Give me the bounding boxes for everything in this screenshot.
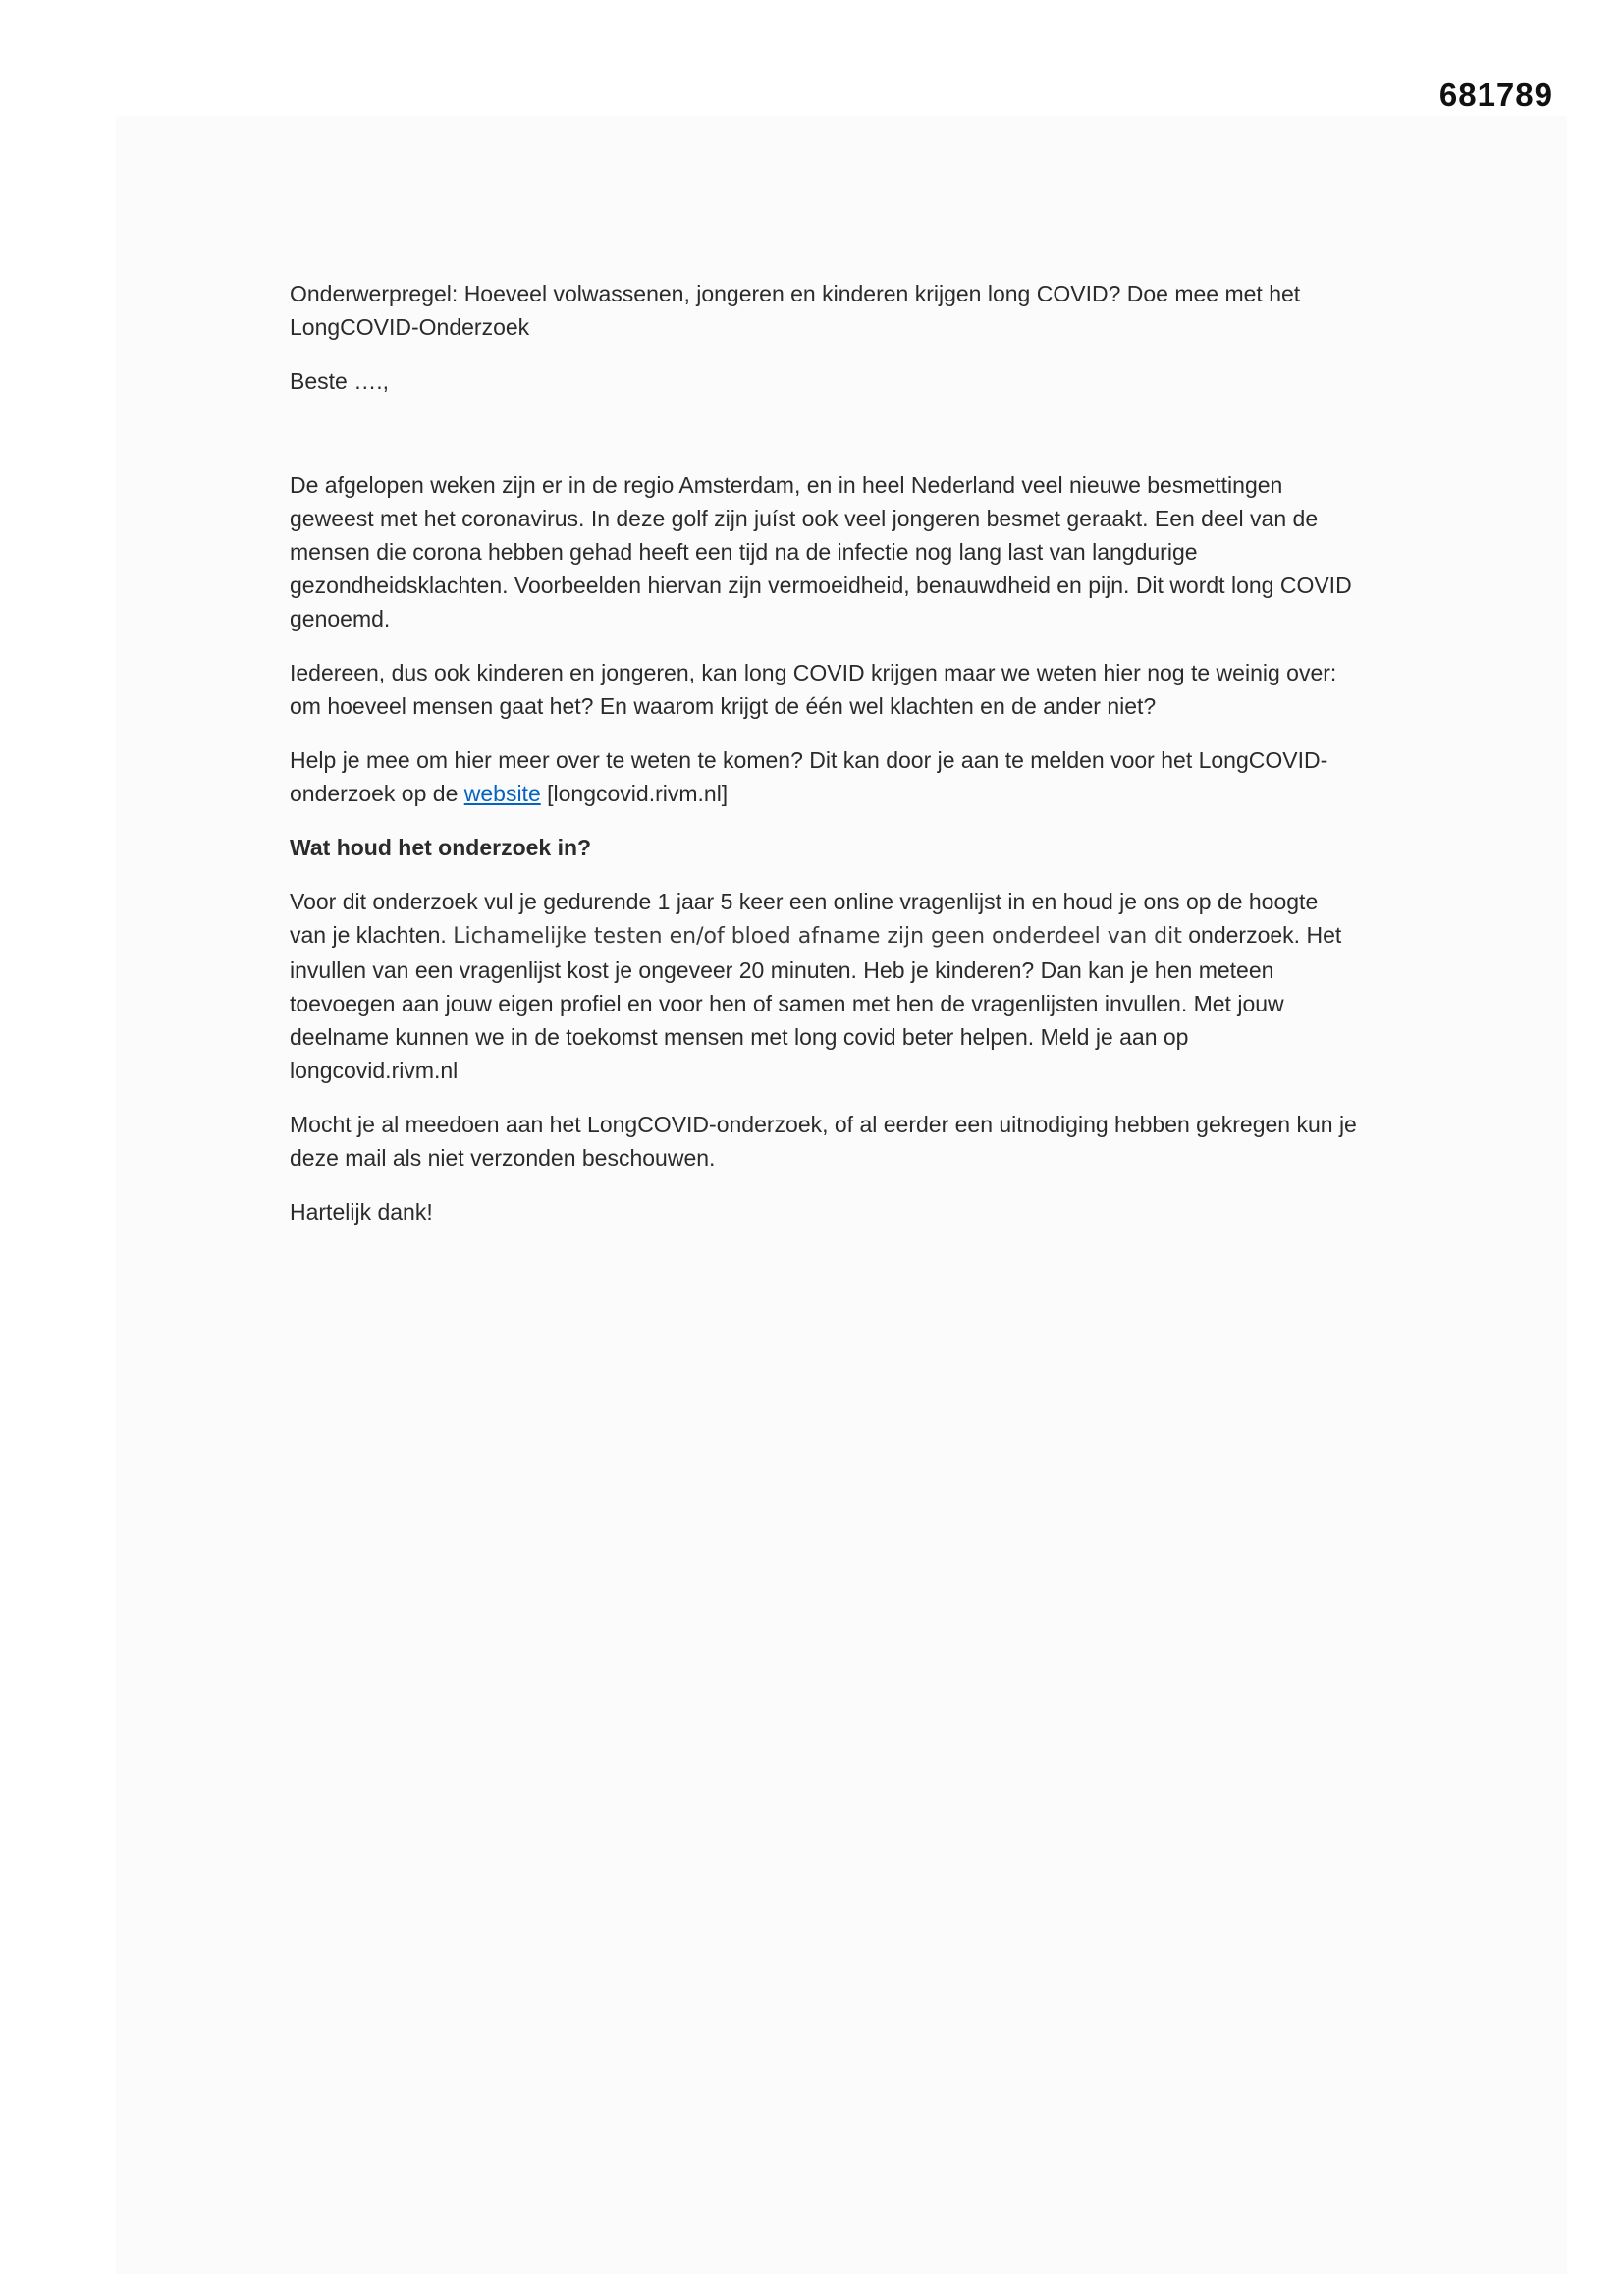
already-participating-paragraph: Mocht je al meedoen aan het LongCOVID-onderzoek, of al eerder een uitnodiging hebben gekregen kun je deze mail als niet verzonden beschouwen. [290, 1112, 1357, 1171]
subject-line: Onderwerpregel: Hoeveel volwassenen, jongeren en kinderen krijgen long COVID? Doe mee met het LongCOVID-Onderzoek [290, 281, 1301, 340]
website-link[interactable]: website [463, 781, 541, 806]
closing: Hartelijk dank! [290, 1199, 433, 1225]
section-heading-onderzoek: Wat houd het onderzoek in? [290, 835, 592, 860]
doc-number: 681789 [1438, 77, 1553, 113]
study-details-paragraph [290, 885, 1360, 1087]
signup-text-after-link: [longcovid.rivm.nl] [540, 781, 729, 806]
alt-font-segment: Lichamelijke testen en/of bloed afname zijn geen onderdeel van dit [453, 924, 1182, 949]
study-details-part3: onderzoek. Het invullen van een vragenlijst kost je ongeveer 20 minuten. Heb je kinderen? Dan kan je hen meteen toevoegen aan jouw eigen profiel en voor hen of samen met hen de vragenlijsten invullen. Met jouw deelname kunnen we in de toekomst mensen met long covid beter helpen. Meld je aan op longcovid.rivm.nl [290, 922, 1342, 1083]
study-details-part1: Voor dit onderzoek vul je gedurende 1 jaar 5 keer een online vragenlijst in en houd je ons op de hoogte van je klachten. [290, 889, 1319, 948]
letter-body [290, 277, 1360, 1249]
signup-text-before-link: Help je mee om hier meer over te weten te komen? Dit kan door je aan te melden voor het LongCOVID-onderzoek op de [290, 747, 1328, 806]
signup-paragraph [290, 743, 1360, 810]
salutation: Beste …., [290, 368, 389, 394]
prevalence-paragraph: Iedereen, dus ook kinderen en jongeren, kan long COVID krijgen maar we weten hier nog te weinig over: om hoeveel mensen gaat het? En waarom krijgt de één wel klachten en de ander niet? [290, 660, 1337, 719]
intro-paragraph: De afgelopen weken zijn er in de regio Amsterdam, en in heel Nederland veel nieuwe besmettingen geweest met het coronavirus. In deze golf zijn juíst ook veel jongeren besmet geraakt. Een deel van de mensen die corona hebben gehad heeft een tijd na de infectie nog lang last van langdurige gezondheidsklachten. Voorbeelden hiervan zijn vermoeidheid, benauwdheid en pijn. Dit wordt long COVID genoemd. [290, 472, 1352, 631]
